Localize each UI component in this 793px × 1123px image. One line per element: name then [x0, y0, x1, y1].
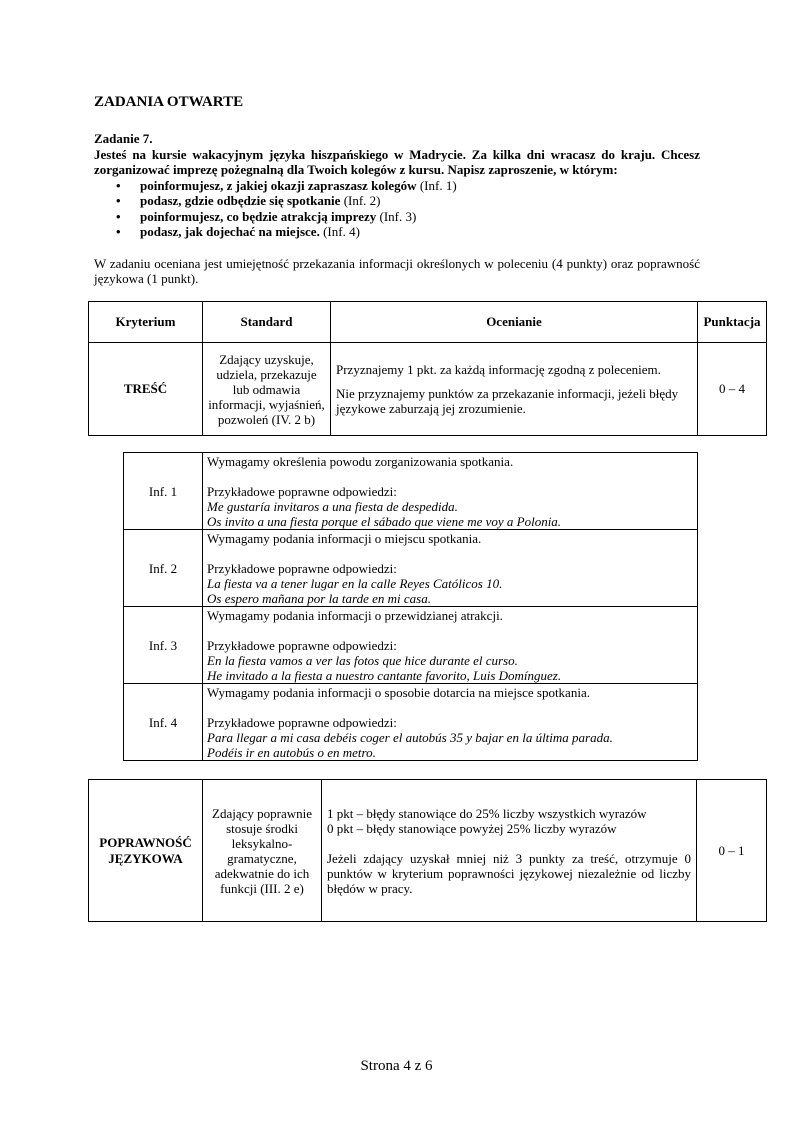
info-label: Inf. 3 [124, 607, 203, 684]
scoring-intro: W zadaniu oceniana jest umiejętność przekazania informacji określonych w poleceniu (4 punkty) oraz poprawność językowa (1 punkt). [94, 256, 700, 286]
header-standard: Standard [203, 302, 331, 343]
info-content: Wymagamy podania informacji o miejscu spotkania. Przykładowe poprawne odpowiedzi: La fiesta va a tener lugar en la calle Reyes Católicos 10. Os espero mañana por la tarde en mi casa. [203, 530, 698, 607]
standard-poprawnosc: Zdający poprawnie stosuje środki leksykalno-gramatyczne, adekwatnie do ich funkcji (III. 2 e) [203, 780, 322, 922]
bullet-item: • poinformujesz, co będzie atrakcją imprezy (Inf. 3) [140, 209, 700, 225]
punktacja-poprawnosc: 0 – 1 [697, 780, 767, 922]
page-number: Strona 4 z 6 [360, 1058, 433, 1074]
info-content: Wymagamy podania informacji o przewidzianej atrakcji. Przykładowe poprawne odpowiedzi: En la fiesta vamos a ver las fotos que hice durante el curso. He invitado a la fiesta a nuestro cantante favorito, Luis Domínguez. [203, 607, 698, 684]
info-content: Wymagamy podania informacji o sposobie dotarcia na miejsce spotkania. Przykładowe poprawne odpowiedzi: Para llegar a mi casa debéis coger el autobús 35 y bajar en la última parada. Podéis ir en autobús o en metro. [203, 684, 698, 761]
criteria-table [88, 301, 767, 436]
kryterium-poprawnosc: POPRAWNOŚĆ JĘZYKOWA [89, 780, 203, 922]
correctness-table [88, 779, 767, 922]
table-row [124, 607, 698, 684]
header-ocenianie: Ocenianie [331, 302, 698, 343]
table-row [124, 530, 698, 607]
info-content: Wymagamy określenia powodu zorganizowania spotkania. Przykładowe poprawne odpowiedzi: Me gustaría invitaros a una fiesta de despedida. Os invito a una fiesta porque el sábado que viene me voy a Polonia. [203, 453, 698, 530]
info-label: Inf. 1 [124, 453, 203, 530]
info-table [123, 452, 698, 761]
task-block [94, 131, 700, 240]
table-row [124, 453, 698, 530]
bullet-item: • podasz, gdzie odbędzie się spotkanie (Inf. 2) [140, 193, 700, 209]
table-row [124, 684, 698, 761]
section-title: ZADANIA OTWARTE [94, 94, 244, 110]
info-label: Inf. 2 [124, 530, 203, 607]
task-description: Jesteś na kursie wakacyjnym języka hiszpańskiego w Madrycie. Za kilka dni wracasz do kraju. Chcesz zorganizować imprezę pożegnalną dla Twoich kolegów z kursu. Napisz zaproszenie, w którym: [94, 146, 700, 177]
punktacja-tresc: 0 – 4 [698, 343, 767, 436]
header-kryterium: Kryterium [89, 302, 203, 343]
info-label: Inf. 4 [124, 684, 203, 761]
standard-tresc: Zdający uzyskuje, udziela, przekazuje lub odmawia informacji, wyjaśnień, pozwoleń (IV. 2 b) [203, 343, 331, 436]
header-punktacja: Punktacja [698, 302, 767, 343]
bullet-item: • poinformujesz, z jakiej okazji zapraszasz kolegów (Inf. 1) [140, 178, 700, 194]
task-bullets [94, 178, 700, 240]
ocenianie-tresc: Przyznajemy 1 pkt. za każdą informację zgodną z poleceniem. Nie przyznajemy punktów za przekazanie informacji, jeżeli błędy językowe zaburzają jej zrozumienie. [331, 343, 698, 436]
kryterium-tresc: TREŚĆ [89, 343, 203, 436]
task-number: Zadanie 7. [94, 131, 153, 146]
ocenianie-poprawnosc: 1 pkt – błędy stanowiące do 25% liczby wszystkich wyrazów 0 pkt – błędy stanowiące powyżej 25% liczby wyrazów Jeżeli zdający uzyskał mniej niż 3 punkty za treść, otrzymuje 0 punktów w kryterium poprawności językowej niezależnie od liczby błędów w pracy. [322, 780, 697, 922]
bullet-item: • podasz, jak dojechać na miejsce. (Inf. 4) [140, 224, 700, 240]
